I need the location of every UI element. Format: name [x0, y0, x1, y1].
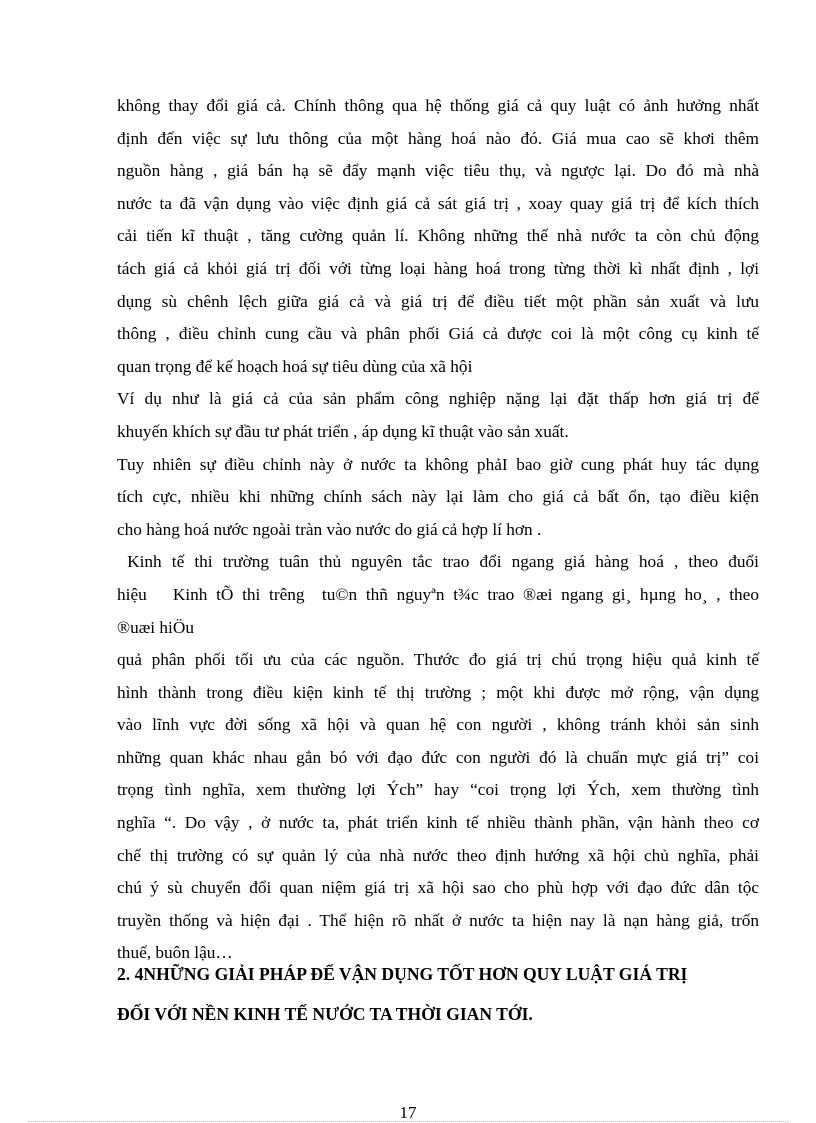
- text-line: nghĩa “. Do vậy , ở nước ta, phát triển kinh tế nhiều thành phần, vận hành theo cơ: [117, 813, 759, 833]
- text-line: chế thị trường có sự quản lý của nhà nước theo định hướng xã hội chủ nghĩa, phải: [117, 845, 759, 865]
- text-line: hiệu Kinh tÕ thi trêng tu©n thñ nguyªn t¾c trao ®æi ngang gi¸ hµng ho¸ , theo: [117, 584, 759, 604]
- text-line: cho hàng hoá nước ngoài tràn vào nước do giá cả hợp lí hơn .: [117, 519, 542, 539]
- text-line: tích cực, nhiều khi những chính sách này lại làm cho giá cả bất ổn, tạo điều kiện: [117, 487, 759, 507]
- text-line: tách giá cả khỏi giá trị đối với từng loại hàng hoá trong từng thời kì nhất định , lợi: [117, 258, 759, 278]
- text-line: chú ý sù chuyển đổi quan niệm giá trị xã hội sao cho phù hợp với đạo đức dân tộc: [117, 878, 759, 898]
- text-line: trọng tình nghĩa, xem thường lợi Ých” hay “coi trọng lợi Ých, xem thường tình: [117, 780, 759, 800]
- body-text: [117, 90, 759, 970]
- text-line: những quan khác nhau gắn bó với đạo đức con người đó là chuẩn mực giá trị” coi: [117, 747, 759, 767]
- text-line: dụng sù chênh lệch giữa giá cả và giá trị để điều tiết một phần sản xuất và lưu: [117, 291, 759, 311]
- text-line: thuế, buôn lậu…: [117, 943, 233, 963]
- text-line: ®uæi hiÖu: [117, 617, 194, 637]
- text-line: Ví dụ như là giá cả của sản phẩm công nghiệp nặng lại đặt thấp hơn giá trị để: [117, 389, 759, 409]
- text-line: quan trọng để kế hoạch hoá sự tiêu dùng của xã hội: [117, 356, 473, 376]
- text-line: Tuy nhiên sự điều chỉnh này ở nước ta không phảI bao giờ cung phát huy tác dụng: [117, 454, 759, 474]
- text-line: thông , điều chỉnh cung cầu và phân phối Giá cả được coi là một công cụ kinh tế: [117, 324, 759, 344]
- text-line: cải tiến kĩ thuật , tăng cường quản lí. Không những thế nhà nước ta còn chủ động: [117, 226, 759, 246]
- text-line: khuyến khích sự đầu tư phát triển , áp dụng kĩ thuật vào sản xuất.: [117, 421, 569, 441]
- section-heading: [117, 954, 759, 1034]
- footer-divider: [28, 1121, 788, 1122]
- text-line: Kinh tế thi trường tuân thủ nguyên tắc trao đổi ngang giá hàng hoá , theo đuổi: [117, 552, 759, 572]
- section-heading-line-2: ĐỐI VỚI NỀN KINH TẾ NƯỚC TA THỜI GIAN TỚI.: [117, 1004, 533, 1024]
- text-line: quả phân phối tối ưu của các nguồn. Thước đo giá trị chú trọng hiệu quả kinh tế: [117, 650, 759, 670]
- text-line: hình thành trong điều kiện kinh tế thị trường ; một khi được mở rộng, vận dụng: [117, 682, 759, 702]
- section-heading-line-1: 2. 4NHỮNG GIẢI PHÁP ĐỂ VẬN DỤNG TỐT HƠN QUY LUẬT GIÁ TRỊ: [117, 964, 688, 984]
- text-line: nước ta đã vận dụng vào việc định giá cả sát giá trị , xoay quay giá trị để kích thích: [117, 193, 759, 213]
- text-line: truyền thống và hiện đại . Thể hiện rõ nhất ở nước ta hiện nay là nạn hàng giả, trốn: [117, 910, 759, 930]
- text-line: không thay đổi giá cả. Chính thông qua hệ thống giá cả quy luật có ảnh hưởng nhất: [117, 96, 759, 115]
- text-line: nguồn hàng , giá bán hạ sẽ đẩy mạnh việc tiêu thụ, và ngược lại. Do đó mà nhà: [117, 161, 759, 181]
- text-line: vào lĩnh vực đời sống xã hội và quan hệ con người , không tránh khỏi sản sinh: [117, 715, 759, 735]
- text-line: định đến việc sự lưu thông của một hàng hoá nào đó. Giá mua cao sẽ khơi thêm: [117, 128, 759, 148]
- page-number: 17: [399, 1103, 417, 1122]
